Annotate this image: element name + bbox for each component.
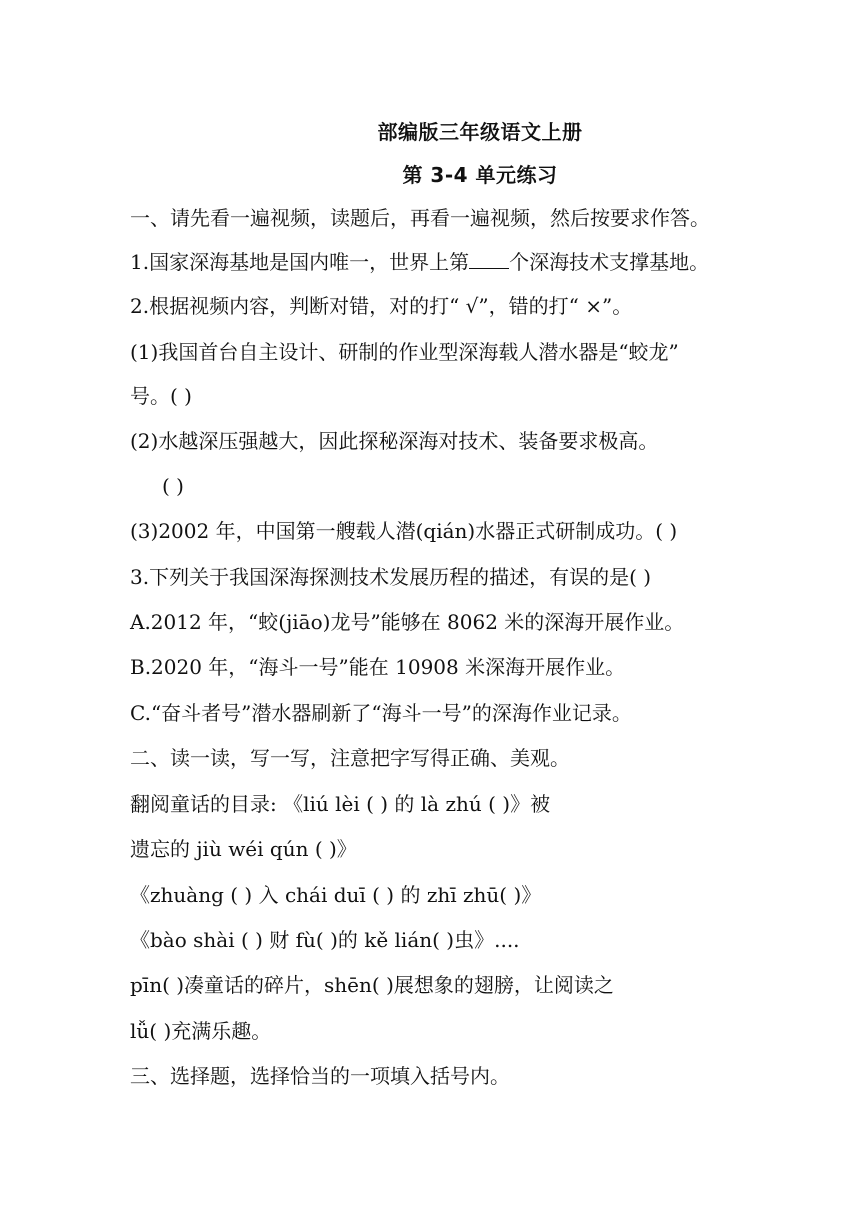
section-3-heading: 三、选择题，选择恰当的一项填入括号内。 [130,1064,510,1088]
question-1-text-a: 1.国家深海基地是国内唯一，世界上第 [130,250,470,274]
pinyin-line-1: 翻阅童话的目录: 《liú lèi ( ) 的 là zhú ( )》被 [130,792,551,816]
document-subtitle: 第 3-4 单元练习 [402,163,558,187]
pinyin-line-4: 《bào shài ( ) 财 fù( )的 kě lián( )虫》.... [130,928,520,952]
option-c: C.“奋斗者号”潜水器刷新了“海斗一号”的深海作业记录。 [130,701,632,725]
question-2-item-3: (3)2002 年，中国第一艘载人潜(qián)水器正式研制成功。( ) [130,519,678,543]
document-title: 部编版三年级语文上册 [377,120,583,144]
section-1-heading: 一、请先看一遍视频，读题后，再看一遍视频，然后按要求作答。 [130,206,710,230]
question-2-item-1: (1)我国首台自主设计、研制的作业型深海载人潜水器是“蛟龙” [130,340,679,364]
question-1-text-b: 个深海技术支撑基地。 [509,250,710,274]
section-2-heading: 二、读一读，写一写，注意把字写得正确、美观。 [130,746,570,770]
question-2-item-2-answer: ( ) [162,474,184,498]
question-2-item-2: (2)水越深压强越大，因此探秘深海对技术、装备要求极高。 [130,429,659,453]
pinyin-line-5: pīn( )凑童话的碎片，shēn( )展想象的翅膀，让阅读之 [130,973,614,997]
question-2-instruction: 2.根据视频内容，判断对错，对的打“ √”，错的打“ ×”。 [130,294,633,318]
question-1 [130,248,709,276]
answer-blank-underline[interactable] [469,250,509,269]
option-b: B.2020 年，“海斗一号”能在 10908 米深海开展作业。 [130,655,626,679]
question-3: 3.下列关于我国深海探测技术发展历程的描述，有误的是( ) [130,565,652,589]
question-2-item-1-cont: 号。( ) [130,384,192,408]
option-a: A.2012 年，“蛟(jiāo)龙号”能够在 8062 米的深海开展作业。 [130,610,685,634]
pinyin-line-2: 遗忘的 jiù wéi qún ( )》 [130,837,357,861]
pinyin-line-6: lǚ( )充满乐趣。 [130,1019,272,1043]
pinyin-line-3: 《zhuàng ( ) 入 chái duī ( ) 的 zhī zhū( )》 [130,883,542,907]
